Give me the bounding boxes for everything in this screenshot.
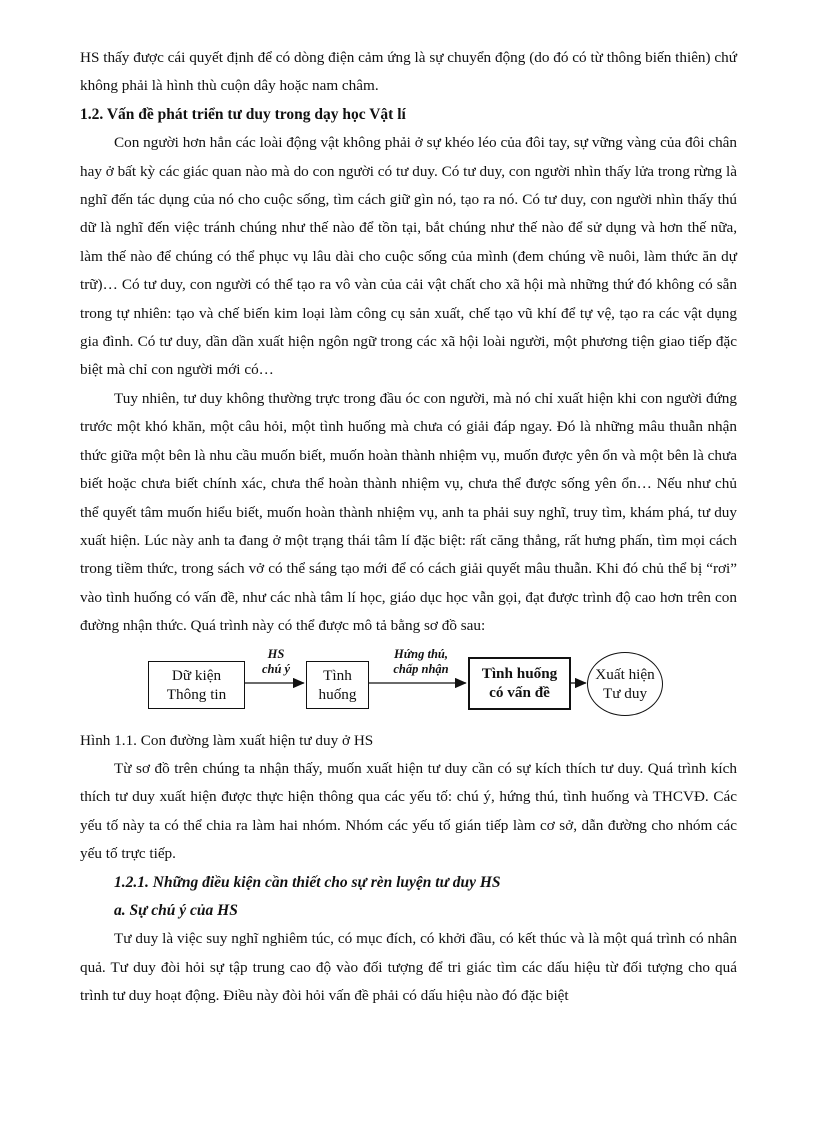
ellipse-line1: Xuất hiện xyxy=(595,665,655,683)
box-problem-situation xyxy=(468,657,571,710)
arrow-label-interest-line2: chấp nhận xyxy=(393,661,449,676)
arrow-label-attention-line2: chú ý xyxy=(261,661,291,676)
box-situation xyxy=(306,661,369,709)
paragraph-attention: Tư duy là việc suy nghĩ nghiêm túc, có mục đích, có khởi đầu, có kết thúc và là một quá trình có nhân quả. Tư duy đòi hỏi sự tập trung cao độ vào đối tượng để tri giác tìm các dấu hiệu từ đối tượng cho quá trình tư duy hoạt động. Điều này đòi hỏi vấn đề phải có dấu hiệu nào đó đặc biệt xyxy=(80,930,737,1005)
subsection-heading-1-2-1: 1.2.1. Những điều kiện cần thiết cho sự rèn luyện tư duy HS xyxy=(114,873,501,891)
figure-caption: Hình 1.1. Con đường làm xuất hiện tư duy ở HS xyxy=(80,731,374,749)
arrow-label-interest xyxy=(376,647,466,677)
box-situation-line2: huống xyxy=(318,685,357,703)
box-problem-situation-line1: Tình huống xyxy=(481,665,558,683)
paragraph-continuation: HS thấy được cái quyết định để có dòng điện cảm ứng là sự chuyển động (do đó có từ thông biến thiên) chứ không phải là hình thù cuộn dây hoặc nam châm. xyxy=(80,49,737,95)
ellipse-thinking-appears xyxy=(587,652,663,716)
box-data-information-line1: Dữ kiện xyxy=(171,666,222,684)
arrow-label-attention xyxy=(248,647,304,677)
box-situation-line1: Tình xyxy=(323,666,352,684)
arrow-label-interest-line1: Hứng thú, xyxy=(393,646,449,661)
section-heading-1-2: 1.2. Vấn đề phát triển tư duy trong dạy học Vật lí xyxy=(80,105,406,123)
thinking-emergence-diagram xyxy=(80,641,737,727)
paragraph-humans-thinking: Con người hơn hẳn các loài động vật không phải ở sự khéo léo của đôi tay, sự vững vàng của đôi chân hay ở bất kỳ các giác quan nào mà do con người có tư duy. Có tư duy, con người nhìn thấy lửa trong rừng là nghĩ đến tác dụng của nó cho cuộc sống, tìm cách giữ gìn nó, tạo ra nó. Có tư duy, con người nhìn thấy thú dữ là nghĩ đến việc tránh chúng như thế nào để tồn tại, bắt chúng như thế nào để sử dụng và hơn thế nữa, làm thế nào để chúng có thể phục vụ lâu dài cho cuộc sống của mình (đem chúng về nuôi, làm thức ăn dự trữ)… Có tư duy, con người có thể tạo ra vô vàn của cải vật chất cho xã hội mà những thứ đó không có sẵn trong tự nhiên: tạo và chế biến kim loại làm công cụ sản xuất, chế tạo vũ khí để tự vệ, tạo ra các vật dụng gia đình. Có tư duy, dần dần xuất hiện ngôn ngữ trong các xã hội loài người, một phương tiện giao tiếp đặc biệt mà chỉ con người mới có… xyxy=(80,134,737,379)
document-page xyxy=(80,0,737,1011)
box-problem-situation-line2: có vấn đề xyxy=(489,684,550,702)
box-data-information-line2: Thông tin xyxy=(166,685,227,703)
paragraph-stimulation: Từ sơ đồ trên chúng ta nhận thấy, muốn xuất hiện tư duy cần có sự kích thích tư duy. Quá trình kích thích tư duy xuất hiện được thực hiện thông qua các yếu tố: chú ý, hứng thú, tình huống và THCVĐ. Các yếu tố này ta có thể chia ra làm hai nhóm. Nhóm các yếu tố gián tiếp làm cơ sở, dẫn đường cho nhóm các yếu tố trực tiếp. xyxy=(80,759,737,863)
ellipse-line2: Tư duy xyxy=(602,684,648,702)
arrow-label-attention-line1: HS xyxy=(267,646,285,661)
paragraph-problem-situation: Tuy nhiên, tư duy không thường trực trong đầu óc con người, mà nó chỉ xuất hiện khi con người đứng trước một khó khăn, một câu hỏi, một tình huống mà chưa có giải đáp ngay. Đó là những mâu thuẫn nhận thức giữa một bên là nhu cầu muốn biết, muốn hoàn thành nhiệm vụ, muốn được yên ổn và một bên là chưa biết hoặc chưa biết chính xác, chưa thể hoàn thành nhiệm vụ, chưa thể được sống yên ổn… Nếu như chủ thể quyết tâm muốn hiểu biết, muốn hoàn thành nhiệm vụ, anh ta phải suy nghĩ, truy tìm, khám phá, tư duy xuất hiện. Lúc này anh ta đang ở một trạng thái tâm lí đặc biệt: rất căng thẳng, rất hưng phấn, tìm mọi cách trong tiềm thức, trong sách vở có thể sáng tạo mới để có cách giải quyết mâu thuẫn. Khi đó chủ thể bị “rơi” vào tình huống có vấn đề, như các nhà tâm lí học, giáo dục học vẫn gọi, đạt được trình độ cao hơn trên con đường nhận thức. Quá trình này có thể được mô tả bằng sơ đồ sau: xyxy=(80,389,737,635)
subsection-heading-a: a. Sự chú ý của HS xyxy=(114,901,238,919)
box-data-information xyxy=(148,661,245,709)
